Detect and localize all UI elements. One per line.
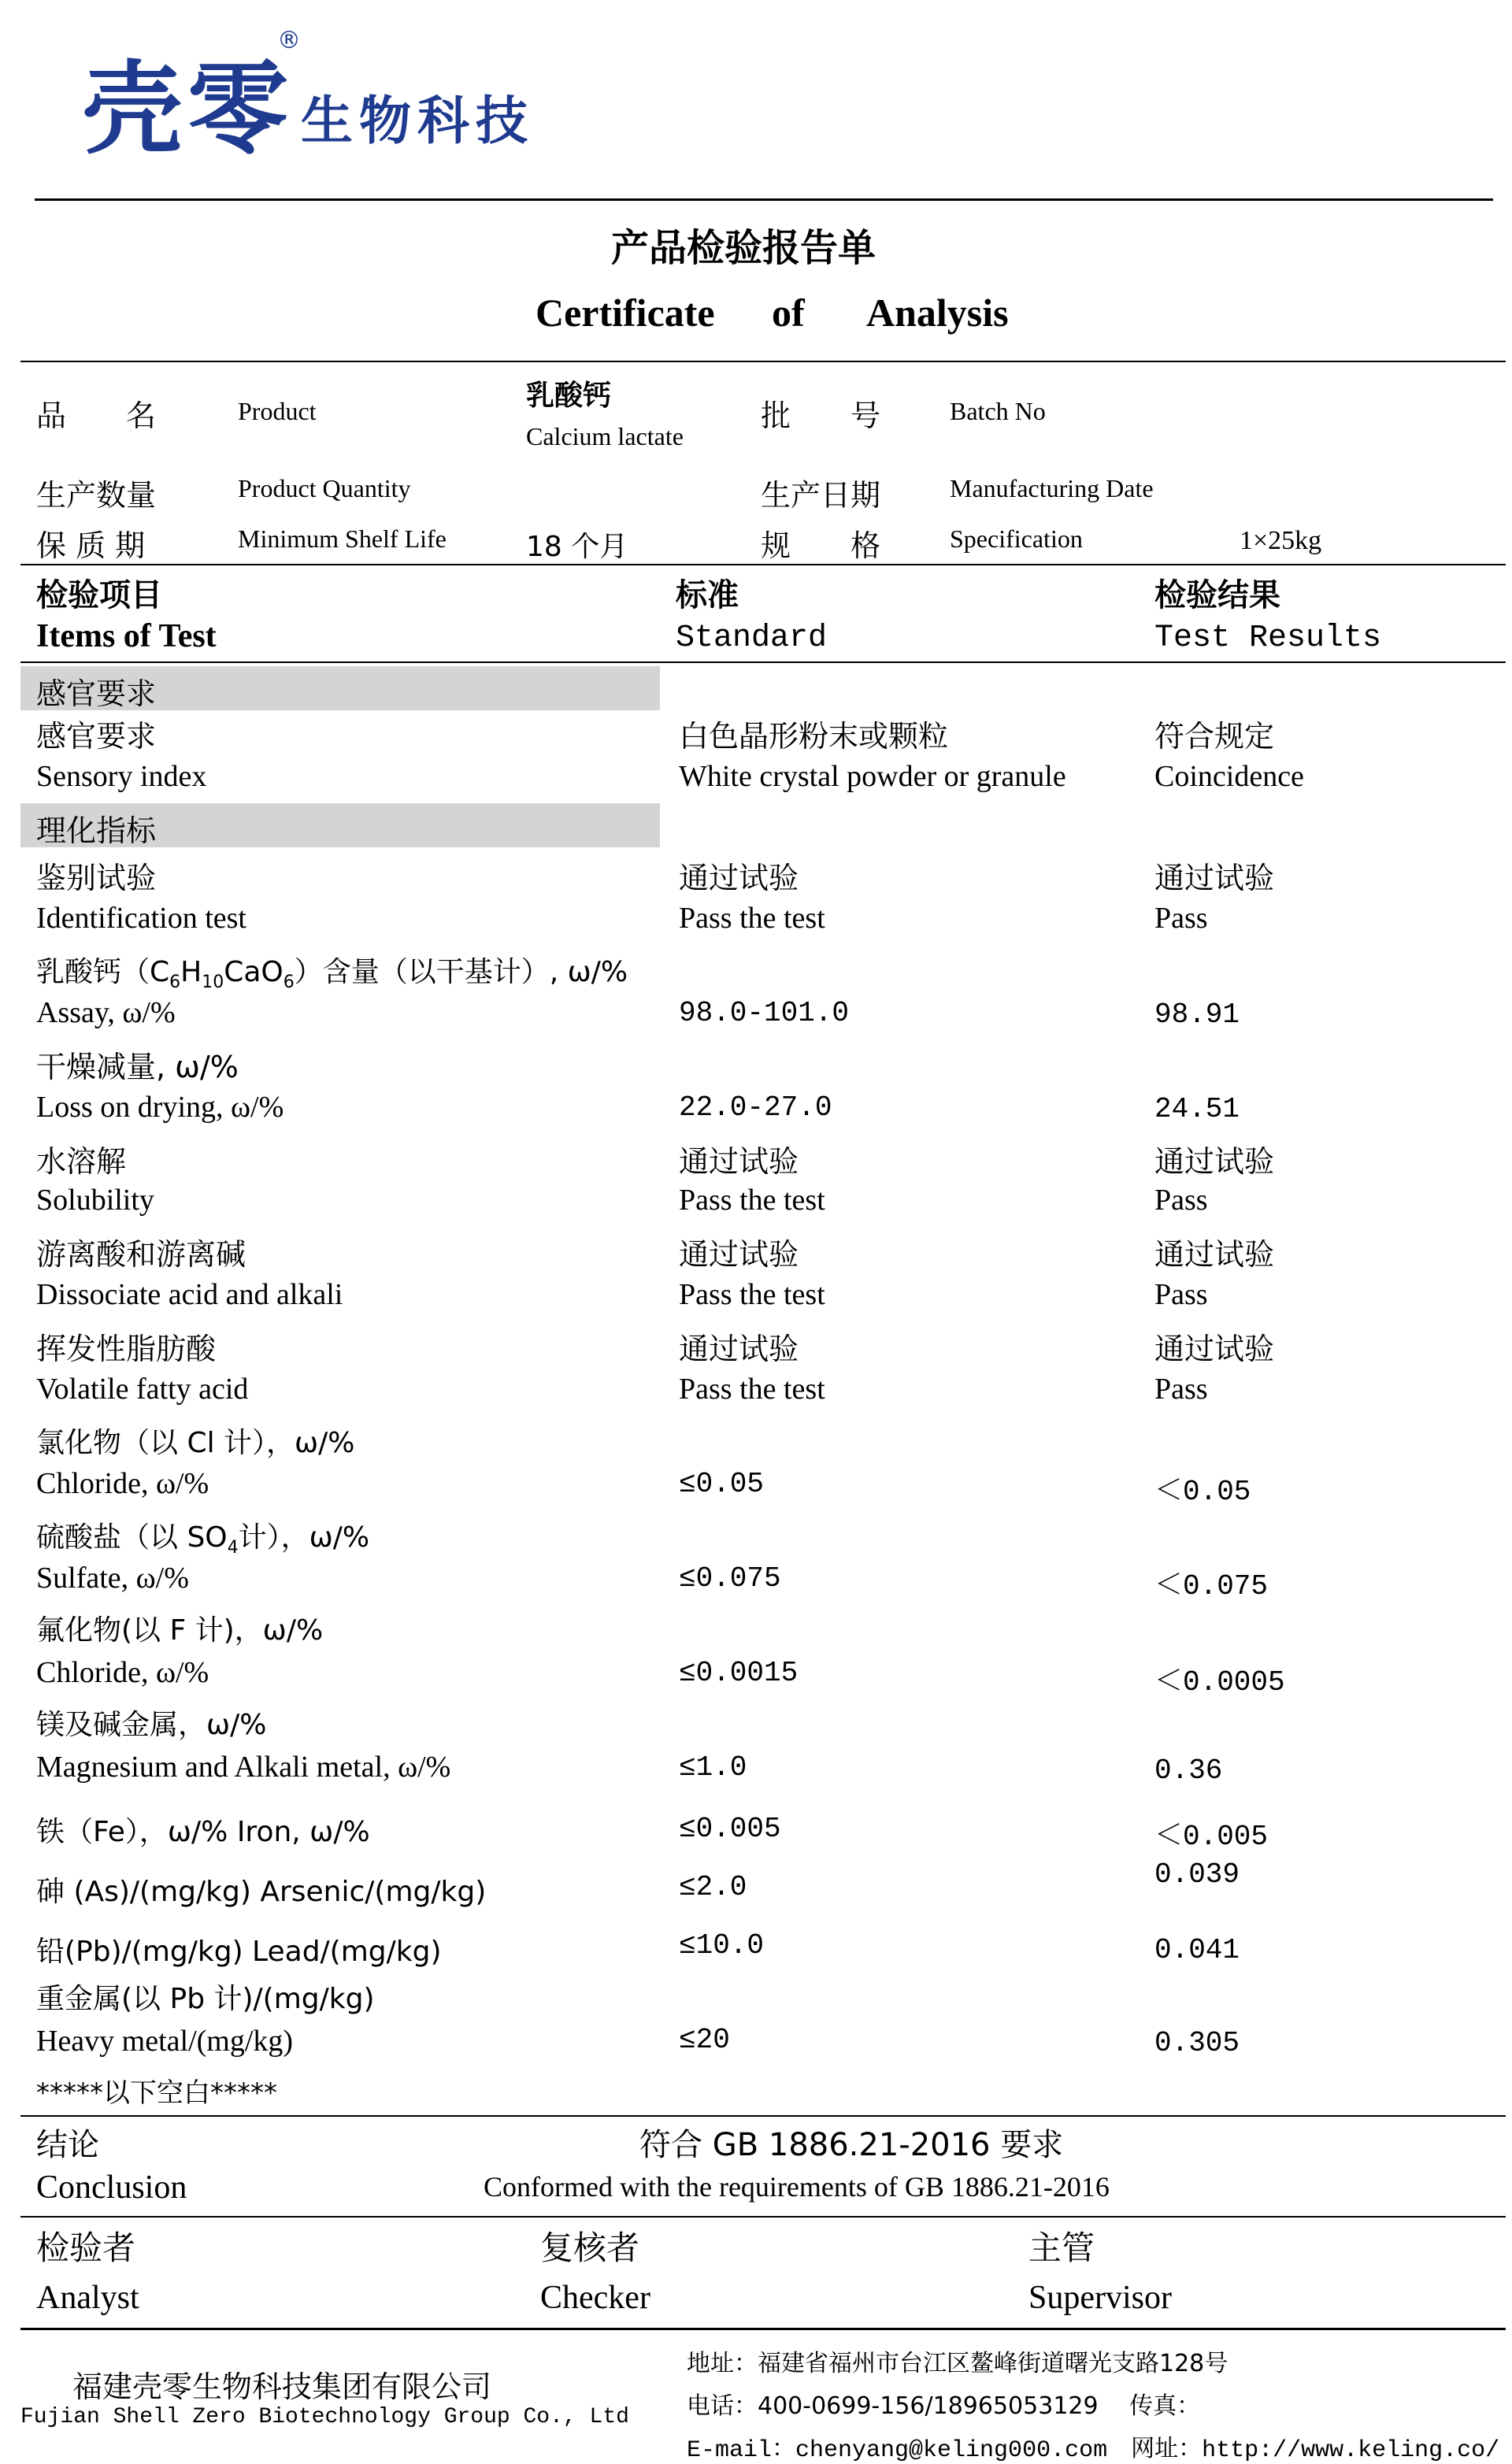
pb-item: 铅(Pb)/(mg/kg) Lead/(mg/kg) — [36, 1936, 442, 1968]
acid-item-en: Dissociate acid and alkali — [36, 1278, 343, 1311]
as-item: 砷 (As)/(mg/kg) Arsenic/(mg/kg) — [36, 1876, 487, 1908]
assay-sub: 6 — [169, 973, 181, 993]
company-phone: 电话：400-0699-156/18965053129 传真： — [687, 2392, 1201, 2420]
product-value-cn: 乳酸钙 — [526, 380, 612, 412]
as-standard: ≤2.0 — [679, 1871, 747, 1903]
assay-label-part: H — [180, 956, 202, 988]
acid-result-cn: 通过试验 — [1154, 1237, 1275, 1272]
sol-item-cn: 水溶解 — [36, 1144, 127, 1179]
vfa-result-en: Pass — [1154, 1373, 1208, 1406]
sulfate-label-part: 硫酸盐（以 SO — [36, 1521, 228, 1554]
doc-title-cn: 产品检验报告单 — [611, 226, 876, 270]
sensory-standard-cn: 白色晶形粉末或颗粒 — [679, 719, 949, 754]
spec-value: 1×25kg — [1240, 526, 1322, 555]
conclusion-label-en: Conclusion — [36, 2169, 187, 2206]
blank-below-note: *****以下空白***** — [36, 2077, 277, 2109]
product-label-en: Product — [238, 397, 317, 425]
acid-standard-en: Pass the test — [679, 1278, 825, 1311]
sulfate-label-part: 计），ω/% — [238, 1521, 370, 1554]
company-address: 地址：福建省福州市台江区鳌峰街道曙光支路128号 — [687, 2350, 1228, 2377]
brand-subtitle: 生物科技 — [301, 91, 534, 151]
ident-standard-cn: 通过试验 — [679, 861, 799, 895]
checker-label-cn: 复核者 — [540, 2229, 640, 2267]
chloride-item-en: Chloride, ω/% — [36, 1467, 209, 1500]
sensory-result-en: Coincidence — [1154, 760, 1304, 793]
fluoride-item-cn: 氟化物(以 F 计)，ω/% — [36, 1614, 324, 1647]
pb-result: 0.041 — [1154, 1934, 1240, 1966]
heavy-standard: ≤20 — [679, 2024, 730, 2056]
signature-top-divider — [20, 2216, 1506, 2218]
vfa-item-cn: 挥发性脂肪酸 — [36, 1332, 217, 1366]
batch-label-cn: 批 号 — [761, 398, 881, 433]
analyst-label-cn: 检验者 — [36, 2229, 136, 2267]
assay-label-part: ）含量（以干基计）, ω/% — [294, 956, 628, 988]
table-header-divider — [20, 661, 1506, 663]
sulfate-result: ＜0.075 — [1154, 1570, 1269, 1603]
footer-divider — [20, 2328, 1506, 2330]
chloride-standard: ≤0.05 — [679, 1468, 765, 1500]
doc-title-en-certificate: Certificate — [536, 291, 715, 335]
quantity-label-en: Product Quantity — [238, 474, 411, 502]
shelf-life-label-cn: 保 质 期 — [36, 528, 146, 563]
chloride-item-cn: 氯化物（以 Cl 计），ω/% — [36, 1427, 355, 1459]
sensory-item-cn: 感官要求 — [36, 719, 157, 754]
col-results-cn: 检验结果 — [1154, 577, 1280, 613]
ident-result-en: Pass — [1154, 902, 1208, 935]
shelf-life-value: 18 个月 — [526, 531, 628, 563]
doc-title-en-of: of — [772, 291, 805, 335]
assay-result: 98.91 — [1154, 999, 1240, 1031]
spec-label-en: Specification — [950, 524, 1083, 553]
mfg-date-label-en: Manufacturing Date — [950, 474, 1154, 502]
as-result: 0.039 — [1154, 1858, 1240, 1891]
sol-result-cn: 通过试验 — [1154, 1144, 1275, 1179]
heavy-item-en: Heavy metal/(mg/kg) — [36, 2025, 294, 2058]
mfg-date-label-cn: 生产日期 — [761, 478, 881, 513]
fe-standard: ≤0.005 — [679, 1813, 781, 1845]
section-physchem: 理化指标 — [36, 813, 157, 848]
loss-item-cn: 干燥减量, ω/% — [36, 1050, 239, 1084]
mg-result: 0.36 — [1154, 1754, 1223, 1787]
supervisor-label-cn: 主管 — [1028, 2229, 1095, 2267]
quantity-label-cn: 生产数量 — [36, 478, 157, 513]
assay-item-cn — [36, 950, 628, 992]
sulfate-sub: 4 — [227, 1538, 239, 1558]
ident-result-cn: 通过试验 — [1154, 861, 1275, 895]
info-top-divider — [20, 361, 1506, 362]
conclusion-top-divider — [20, 2115, 1506, 2117]
sulfate-item-en: Sulfate, ω/% — [36, 1562, 189, 1595]
assay-sub: 10 — [202, 973, 224, 993]
company-email-web: E-mail：chenyang@keling000.com 网址：http://www.keling.co/ — [687, 2437, 1500, 2464]
fe-item: 铁（Fe），ω/% Iron, ω/% — [36, 1816, 370, 1848]
sol-standard-cn: 通过试验 — [679, 1144, 799, 1179]
analyst-label-en: Analyst — [36, 2280, 139, 2316]
mg-standard: ≤1.0 — [679, 1751, 747, 1784]
ident-item-cn: 鉴别试验 — [36, 861, 157, 895]
sulfate-item-cn — [36, 1515, 369, 1558]
fluoride-result: ＜0.0005 — [1154, 1666, 1285, 1699]
shelf-life-label-en: Minimum Shelf Life — [238, 524, 447, 553]
loss-result: 24.51 — [1154, 1093, 1240, 1125]
mg-item-cn: 镁及碱金属，ω/% — [36, 1709, 267, 1741]
brand-logo: 壳零 — [82, 51, 294, 169]
company-name-cn: 福建壳零生物科技集团有限公司 — [72, 2370, 492, 2404]
assay-label-part: CaO — [224, 956, 284, 988]
product-value-en: Calcium lactate — [526, 422, 684, 450]
ident-item-en: Identification test — [36, 902, 246, 935]
col-items-cn: 检验项目 — [36, 577, 162, 613]
product-label-cn: 品 名 — [36, 398, 157, 433]
assay-item-en: Assay, ω/% — [36, 996, 176, 1029]
conclusion-text-cn: 符合 GB 1886.21-2016 要求 — [639, 2127, 1064, 2163]
header-divider — [35, 198, 1493, 201]
acid-result-en: Pass — [1154, 1278, 1208, 1311]
col-items-en: Items of Test — [36, 618, 217, 654]
assay-sub: 6 — [283, 973, 295, 993]
col-results-en: Test Results — [1154, 621, 1382, 656]
col-standard-en: Standard — [676, 621, 828, 656]
heavy-item-cn: 重金属(以 Pb 计)/(mg/kg) — [36, 1983, 375, 2015]
vfa-result-cn: 通过试验 — [1154, 1332, 1275, 1366]
doc-title-en-analysis: Analysis — [866, 291, 1009, 335]
sensory-result-cn: 符合规定 — [1154, 719, 1275, 754]
mg-item-en: Magnesium and Alkali metal, ω/% — [36, 1751, 451, 1784]
col-standard-cn: 标准 — [676, 577, 739, 613]
acid-item-cn: 游离酸和游离碱 — [36, 1237, 246, 1272]
pb-standard: ≤10.0 — [679, 1929, 765, 1962]
conclusion-text-en: Conformed with the requirements of GB 1886.21-2016 — [484, 2171, 1110, 2203]
checker-label-en: Checker — [540, 2280, 650, 2316]
heavy-result: 0.305 — [1154, 2027, 1240, 2059]
sensory-standard-en: White crystal powder or granule — [679, 760, 1066, 793]
vfa-item-en: Volatile fatty acid — [36, 1373, 249, 1406]
assay-label-part: 乳酸钙（C — [36, 956, 170, 988]
acid-standard-cn: 通过试验 — [679, 1237, 799, 1272]
conclusion-label-cn: 结论 — [36, 2127, 99, 2163]
sol-item-en: Solubility — [36, 1184, 154, 1217]
info-bottom-divider — [20, 564, 1506, 565]
sulfate-standard: ≤0.075 — [679, 1562, 781, 1595]
ident-standard-en: Pass the test — [679, 902, 825, 935]
sensory-item-en: Sensory index — [36, 760, 207, 793]
vfa-standard-cn: 通过试验 — [679, 1332, 799, 1366]
company-name-en: Fujian Shell Zero Biotechnology Group Co., Ltd — [20, 2405, 629, 2429]
section-sensory: 感官要求 — [36, 676, 157, 711]
vfa-standard-en: Pass the test — [679, 1373, 825, 1406]
chloride-result: ＜0.05 — [1154, 1476, 1251, 1508]
fluoride-standard: ≤0.0015 — [679, 1657, 799, 1689]
sol-standard-en: Pass the test — [679, 1184, 825, 1217]
assay-standard: 98.0-101.0 — [679, 997, 850, 1029]
sol-result-en: Pass — [1154, 1184, 1208, 1217]
fluoride-item-en: Chloride, ω/% — [36, 1656, 209, 1689]
supervisor-label-en: Supervisor — [1028, 2280, 1172, 2316]
registered-mark: ® — [277, 27, 301, 54]
loss-standard: 22.0-27.0 — [679, 1091, 832, 1124]
loss-item-en: Loss on drying, ω/% — [36, 1091, 284, 1124]
fe-result: ＜0.005 — [1154, 1821, 1269, 1853]
spec-label-cn: 规 格 — [761, 528, 881, 563]
batch-label-en: Batch No — [950, 397, 1046, 425]
